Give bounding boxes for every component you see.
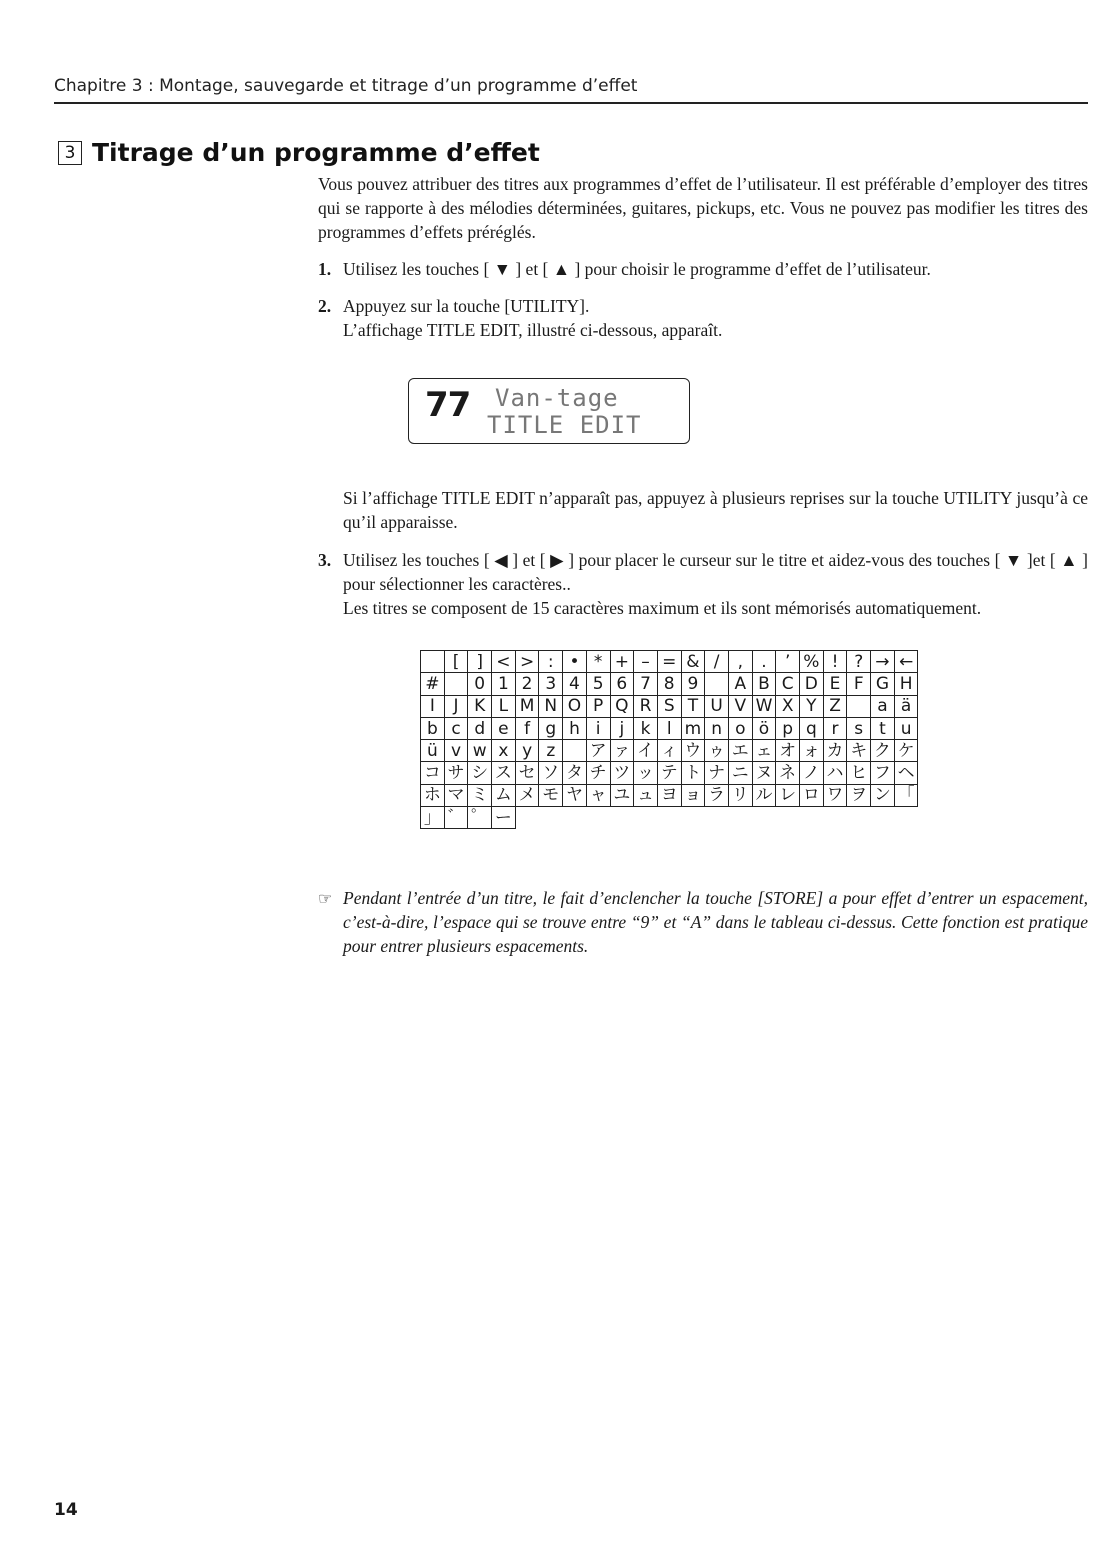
character-cell: • [563,651,587,673]
lcd-display [408,378,690,444]
character-cell: j [610,717,634,739]
character-cell: ッ [634,762,658,784]
character-cell: x [492,740,516,762]
table-filler [586,807,610,829]
character-cell: ヲ [847,784,871,806]
table-filler [823,807,847,829]
table-filler [776,807,800,829]
lcd-program-number: 77 [425,385,471,425]
character-cell: ! [823,651,847,673]
step-number: 2. [318,296,332,316]
table-filler [847,807,871,829]
step-text: Utilisez les touches [ ▼ ] et [ ▲ ] pour choisir le programme d’effet de l’utilisateur. [343,259,931,279]
table-filler [894,807,918,829]
character-cell: ü [421,740,445,762]
character-cell: Q [610,695,634,717]
character-cell: R [634,695,658,717]
table-filler [515,807,539,829]
page-number: 14 [54,1500,78,1520]
character-cell: ゜ [468,807,492,829]
character-cell: カ [823,740,847,762]
character-cell: w [468,740,492,762]
character-cell: o [728,717,752,739]
character-cell: D [800,673,824,695]
character-cell: B [752,673,776,695]
section-title [58,138,540,167]
character-cell: ヒ [847,762,871,784]
character-cell: ← [894,651,918,673]
table-filler [539,807,563,829]
character-cell: T [681,695,705,717]
character-cell: ä [894,695,918,717]
table-filler [705,807,729,829]
step-text: Appuyez sur la touche [UTILITY]. [343,296,590,316]
character-cell: O [563,695,587,717]
character-table-row [421,651,918,673]
character-cell: ャ [586,784,610,806]
character-cell: + [610,651,634,673]
step-text-secondary: L’affichage TITLE EDIT, illustré ci-dessous, apparaît. [343,320,723,340]
character-cell: ナ [705,762,729,784]
character-cell: ツ [610,762,634,784]
character-cell: 7 [634,673,658,695]
character-cell: コ [421,762,445,784]
character-cell: レ [776,784,800,806]
character-cell: p [776,717,800,739]
character-cell: 」 [421,807,445,829]
character-cell: 0 [468,673,492,695]
character-cell: u [894,717,918,739]
character-cell: n [705,717,729,739]
character-cell: セ [515,762,539,784]
character-cell: ァ [610,740,634,762]
character-cell: ö [752,717,776,739]
character-cell: ヤ [563,784,587,806]
character-cell: ォ [800,740,824,762]
character-cell: q [800,717,824,739]
character-cell: * [586,651,610,673]
table-filler [563,807,587,829]
character-cell: リ [728,784,752,806]
character-cell: エ [728,740,752,762]
note-text: Pendant l’entrée d’un titre, le fait d’enclencher la touche [STORE] a pour effet d’entrer un espacement, c’est-à-dire, l’espace qui se trouve entre “9” et “A” dans le tableau ci-dessus. Cette fonction est pratique pour entrer plusieurs espacements. [343,888,1088,956]
character-cell: 3 [539,673,563,695]
character-cell: ク [871,740,895,762]
character-cell [421,651,445,673]
character-cell: 9 [681,673,705,695]
character-cell: 8 [657,673,681,695]
character-cell [444,673,468,695]
character-cell: A [728,673,752,695]
step-1 [318,257,1088,281]
character-cell: 1 [492,673,516,695]
character-cell: ネ [776,762,800,784]
character-cell: ? [847,651,871,673]
table-filler [728,807,752,829]
table-filler [800,807,824,829]
character-cell: ン [871,784,895,806]
character-cell: G [871,673,895,695]
table-filler [752,807,776,829]
character-cell: J [444,695,468,717]
character-cell: サ [444,762,468,784]
character-cell: < [492,651,516,673]
character-cell: = [657,651,681,673]
character-table-row [421,695,918,717]
character-cell: ヌ [752,762,776,784]
character-cell: F [847,673,871,695]
character-cell: b [421,717,445,739]
character-table-row [421,807,918,829]
character-cell: 5 [586,673,610,695]
character-cell: ソ [539,762,563,784]
character-cell: [ [444,651,468,673]
character-cell: N [539,695,563,717]
character-cell: d [468,717,492,739]
table-filler [681,807,705,829]
character-cell: チ [586,762,610,784]
character-cell: タ [563,762,587,784]
character-cell: ユ [610,784,634,806]
character-cell: M [515,695,539,717]
step-number: 1. [318,259,332,279]
character-cell [847,695,871,717]
character-cell: ゥ [705,740,729,762]
character-cell: – [634,651,658,673]
character-cell: % [800,651,824,673]
character-cell: シ [468,762,492,784]
character-cell: C [776,673,800,695]
character-cell: s [847,717,871,739]
character-cell: V [728,695,752,717]
character-cell: イ [634,740,658,762]
character-cell: W [752,695,776,717]
table-filler [634,807,658,829]
character-cell: 2 [515,673,539,695]
character-cell: K [468,695,492,717]
character-cell: ア [586,740,610,762]
character-cell: ュ [634,784,658,806]
character-cell [705,673,729,695]
character-cell: & [681,651,705,673]
character-cell: t [871,717,895,739]
character-cell: オ [776,740,800,762]
step-2 [318,294,1088,342]
character-cell: ラ [705,784,729,806]
character-cell: ノ [800,762,824,784]
chapter-header: Chapitre 3 : Montage, sauvegarde et titrage d’un programme d’effet [54,76,638,96]
character-cell: テ [657,762,681,784]
character-cell: ニ [728,762,752,784]
character-cell: : [539,651,563,673]
character-cell: , [728,651,752,673]
character-cell: f [515,717,539,739]
lcd-line-2: TITLE EDIT [487,411,642,439]
step-3 [318,548,1088,620]
character-cell: E [823,673,847,695]
character-cell: ウ [681,740,705,762]
character-cell: ス [492,762,516,784]
character-cell: 「 [894,784,918,806]
character-table [420,650,918,829]
character-cell: P [586,695,610,717]
character-cell: c [444,717,468,739]
character-cell: e [492,717,516,739]
after-display-paragraph: Si l’affichage TITLE EDIT n’apparaît pas, appuyez à plusieurs reprises sur la touche UTILITY jusqu’à ce qu’il apparaisse. [343,488,1088,532]
character-cell: ワ [823,784,847,806]
character-cell: モ [539,784,563,806]
character-cell: . [752,651,776,673]
intro-paragraph: Vous pouvez attribuer des titres aux programmes d’effet de l’utilisateur. Il est préférable d’employer des titres qui se rapporte à des mélodies déterminées, guitares, pickups, etc. Vous ne pouvez pas modifier les titres des programmes d’effets préréglés. [318,174,1088,242]
character-cell: ハ [823,762,847,784]
character-cell: ィ [657,740,681,762]
character-cell: ヘ [894,762,918,784]
character-cell: y [515,740,539,762]
character-cell: マ [444,784,468,806]
character-cell: a [871,695,895,717]
lcd-line-1: Van-tage [495,384,619,412]
character-cell: > [515,651,539,673]
step-text: Utilisez les touches [ ◀ ] et [ ▶ ] pour placer le curseur sur le titre et aidez-vous des touches [ ▼ ]et [ ▲ ] pour sélectionner les caractères.. [343,550,1088,594]
character-cell: Y [800,695,824,717]
character-cell: ゛ [444,807,468,829]
character-cell: ヨ [657,784,681,806]
character-cell [563,740,587,762]
table-filler [871,807,895,829]
character-cell: → [871,651,895,673]
character-cell: ト [681,762,705,784]
character-cell: ケ [894,740,918,762]
character-cell: ェ [752,740,776,762]
character-cell: L [492,695,516,717]
character-table-row [421,673,918,695]
pointing-hand-icon: ☞ [318,891,333,908]
character-cell: # [421,673,445,695]
character-cell: I [421,695,445,717]
character-cell: ホ [421,784,445,806]
character-cell: h [563,717,587,739]
character-table-row [421,740,918,762]
character-cell: r [823,717,847,739]
step-number: 3. [318,550,332,570]
character-cell: ム [492,784,516,806]
character-cell: i [586,717,610,739]
character-cell: ] [468,651,492,673]
step-text-secondary: Les titres se composent de 15 caractères maximum et ils sont mémorisés automatiquement. [343,598,982,618]
character-cell: m [681,717,705,739]
character-cell: v [444,740,468,762]
character-cell: g [539,717,563,739]
character-cell: ロ [800,784,824,806]
character-cell: メ [515,784,539,806]
character-cell: ー [492,807,516,829]
header-rule [54,102,1088,104]
character-cell: z [539,740,563,762]
character-cell: / [705,651,729,673]
character-cell: ョ [681,784,705,806]
table-filler [610,807,634,829]
character-cell: H [894,673,918,695]
character-cell: Z [823,695,847,717]
character-table-row [421,762,918,784]
character-cell: k [634,717,658,739]
character-cell: S [657,695,681,717]
character-table-row [421,784,918,806]
character-table-row [421,717,918,739]
character-cell: キ [847,740,871,762]
character-cell: ’ [776,651,800,673]
section-title-text: Titrage d’un programme d’effet [92,138,540,167]
character-cell: ル [752,784,776,806]
character-cell: 6 [610,673,634,695]
character-cell: U [705,695,729,717]
character-cell: X [776,695,800,717]
character-cell: l [657,717,681,739]
table-filler [657,807,681,829]
character-cell: 4 [563,673,587,695]
character-cell: ミ [468,784,492,806]
character-cell: フ [871,762,895,784]
section-number: 3 [58,141,82,165]
